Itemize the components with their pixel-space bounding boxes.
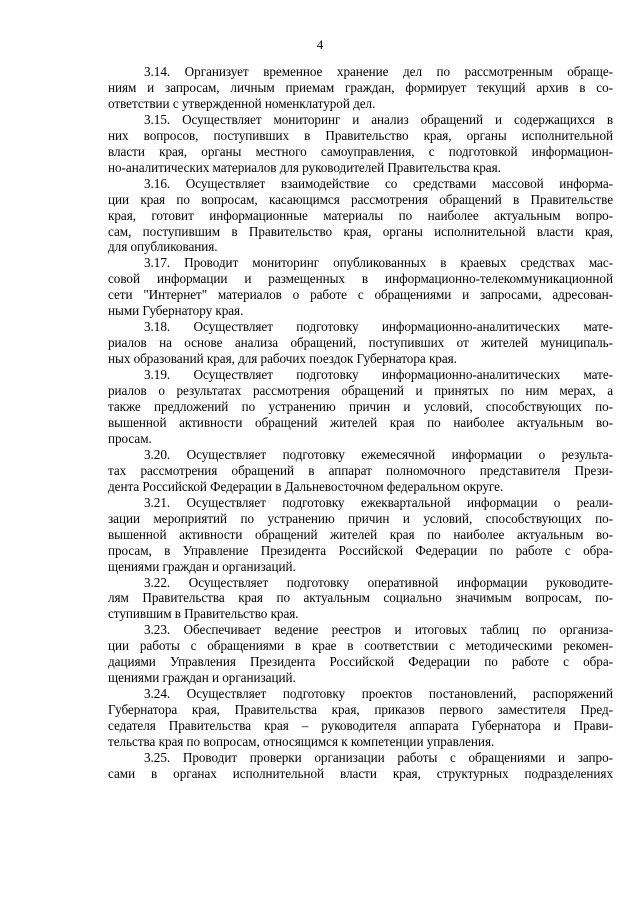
paragraph-line: 3.24. Осуществляет подготовку проектов постановлений, распоряжений (144, 686, 613, 702)
paragraph-line: власти края, органы местного самоуправления, с подготовкой информацион- (108, 143, 613, 159)
paragraph-line: тах рассмотрения обращений в аппарат полномочного представителя Прези- (108, 462, 613, 478)
paragraph-line: ными Губернатору края. (108, 303, 244, 319)
paragraph-line: сами в органах исполнительной власти края, структурных подразделениях (108, 765, 613, 781)
paragraph-3-22 (108, 575, 613, 623)
paragraph-line: 3.21. Осуществляет подготовку ежеквартальной информации о реали- (144, 494, 613, 510)
paragraph-line: риалов о результатах рассмотрения обращений и принятых по ним мерах, а (108, 383, 613, 399)
paragraph-3-17 (108, 255, 613, 319)
paragraph-line: дациями Управления Президента Российской Федерации по работе с обра- (108, 654, 613, 670)
paragraph-line: 3.18. Осуществляет подготовку информационно-аналитических мате- (144, 319, 613, 335)
paragraph-line: тельства края по вопросам, относящимся к компетенции управления. (108, 734, 495, 750)
paragraph-3-23 (108, 622, 613, 686)
paragraph-line: сам, поступившим в Правительство края, органы исполнительной власти края, (108, 223, 613, 239)
paragraph-3-25 (108, 750, 613, 782)
document-body (108, 64, 613, 782)
paragraph-line: 3.25. Проводит проверки организации работы с обращениями и запро- (144, 749, 613, 765)
paragraph-line: также предложений по устранению причин и условий, способствующих по- (108, 399, 613, 415)
paragraph-line: риалов на основе анализа обращений, поступивших от жителей муниципаль- (108, 335, 613, 351)
paragraph-line: но-аналитических материалов для руководителей Правительства края. (108, 159, 501, 175)
paragraph-line: ции работы с обращениями в крае в соответствии с методическими рекомен- (108, 638, 613, 654)
paragraph-line: них вопросов, поступивших в Правительство края, органы исполнительной (108, 127, 613, 143)
paragraph-line: вышенной активности обращений жителей края по наиболее актуальным во- (108, 414, 613, 430)
paragraph-line: совой информации и размещенных в информационно-телекоммуникационной (108, 271, 613, 287)
paragraph-line: края, готовит информационные материалы по наиболее актуальным вопро- (108, 207, 613, 223)
paragraph-3-20 (108, 447, 613, 495)
paragraph-line: зации мероприятий по устранению причин и условий, способствующих по- (108, 510, 613, 526)
paragraph-3-14 (108, 64, 613, 112)
paragraph-line: 3.17. Проводит мониторинг опубликованных в краевых средствах мас- (144, 255, 613, 271)
paragraph-3-21 (108, 495, 613, 575)
paragraph-line: 3.23. Обеспечивает ведение реестров и итоговых таблиц по организа- (144, 622, 613, 638)
paragraph-line: Губернатора края, Правительства края, приказов первого заместителя Пред- (108, 702, 613, 718)
paragraph-3-16 (108, 176, 613, 256)
paragraph-line: щениями граждан и организаций. (108, 670, 296, 686)
paragraph-3-19 (108, 367, 613, 447)
paragraph-line: седателя Правительства края – руководителя аппарата Губернатора и Прави- (108, 718, 613, 734)
page-number: 4 (316, 37, 324, 52)
paragraph-line: 3.14. Организует временное хранение дел по рассмотренным обраще- (144, 64, 613, 79)
paragraph-line: ных образований края, для рабочих поездок Губернатора края. (108, 351, 457, 367)
paragraph-line: 3.15. Осуществляет мониторинг и анализ обращений и содержащихся в (144, 111, 613, 127)
paragraph-line: сети "Интернет" материалов о работе с обращениями и запросами, адресован- (108, 287, 613, 303)
paragraph-line: ступившим в Правительство края. (108, 606, 299, 622)
paragraph-3-18 (108, 319, 613, 367)
paragraph-line: 3.20. Осуществляет подготовку ежемесячной информации о результа- (144, 446, 613, 462)
paragraph-line: просам, в Управление Президента Российской Федерации по работе с обра- (108, 542, 613, 558)
paragraph-line: лям Правительства края по актуальным социально значимым вопросам, по- (108, 590, 613, 606)
paragraph-line: для опубликования. (108, 239, 218, 255)
paragraph-line: ции края по вопросам, касающимся рассмотрения обращений в Правительстве (108, 191, 613, 207)
paragraph-line: просам. (108, 430, 152, 446)
paragraph-3-15 (108, 112, 613, 176)
paragraph-line: 3.22. Осуществляет подготовку оперативной информации руководите- (144, 574, 613, 590)
paragraph-3-24 (108, 686, 613, 750)
paragraph-line: щениями граждан и организаций. (108, 558, 296, 574)
paragraph-line: ответствии с утвержденной номенклатурой дел. (108, 95, 376, 111)
paragraph-line: 3.16. Осуществляет взаимодействие со средствами массовой информа- (144, 175, 613, 191)
paragraph-line: дента Российской Федерации в Дальневосточном федеральном округе. (108, 478, 504, 494)
paragraph-line: 3.19. Осуществляет подготовку информационно-аналитических мате- (144, 367, 613, 383)
paragraph-line: ниям и запросам, личным приемам граждан, формирует текущий архив в со- (108, 79, 613, 95)
paragraph-line: вышенной активности обращений жителей края по наиболее актуальным во- (108, 526, 613, 542)
